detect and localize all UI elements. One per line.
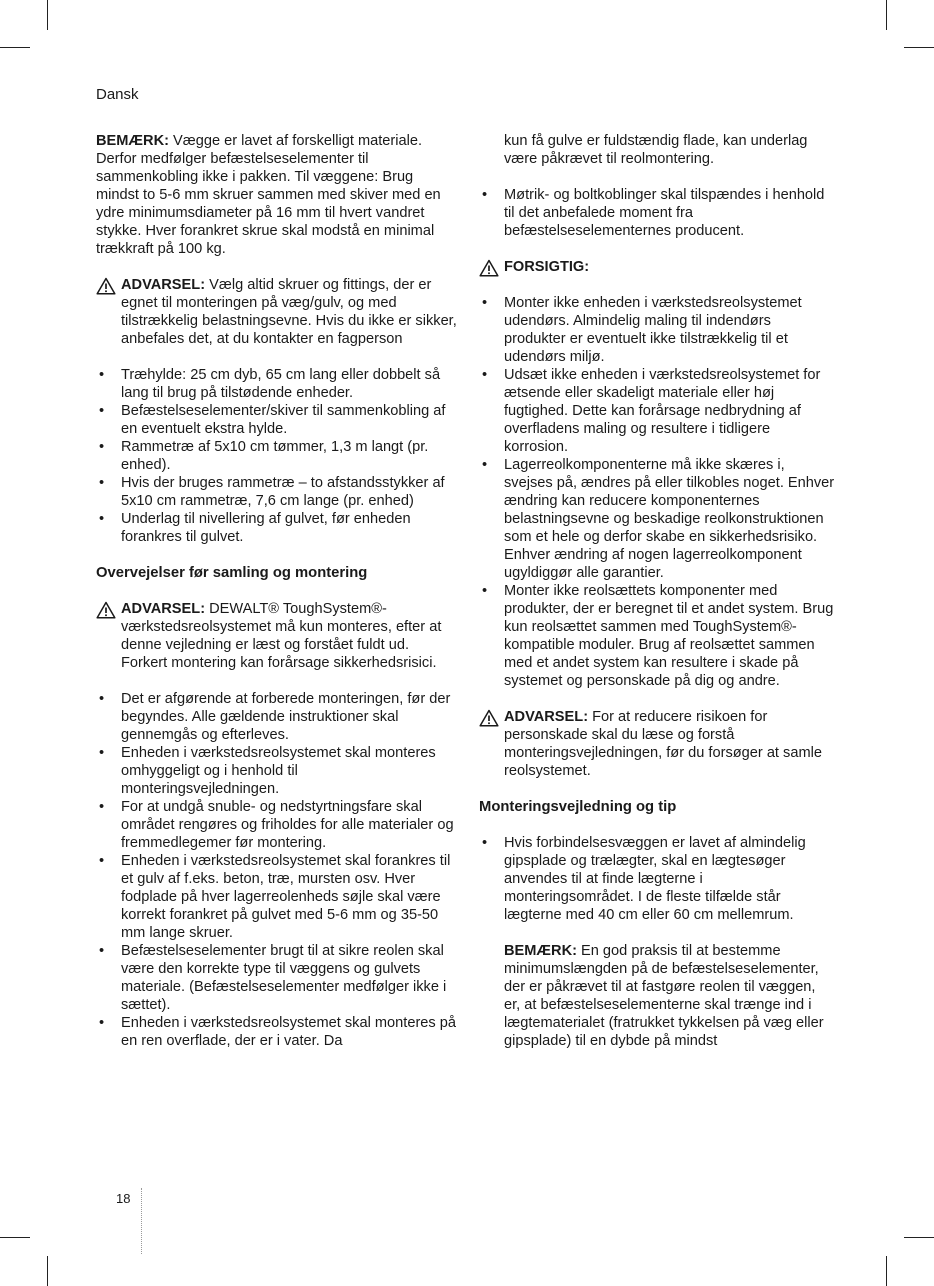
note-text: Vægge er lavet af forskelligt materiale. Derfor medfølger befæstelseselementer til sammenkobling ikke i pakken. Til væggene: Brug mindst to 5-6 mm skruer sammen med skiver med en ydre minimumsdiameter på 16 mm til hvert vandret stykke. Hver forankret skrue skal modstå en minimal trækkraft på 100 kg. [96,133,441,257]
bullet-list [96,690,458,1050]
warning-text: DEWALT® ToughSystem®-værkstedsreolsystemet må kun monteres, efter at denne vejledning er læst og forstået fuldt ud. Forkert montering kan forårsage sikkerhedsrisici. [121,601,442,671]
warning-block [96,276,458,348]
language-label: Dansk [96,86,139,103]
right-column [479,132,835,1050]
list-item: • Hvis forbindelsesvæggen er lavet af almindelig gipsplade og trælægter, skal en lægtesøger anvendes til at finde lægterne i monteringsområdet. I de fleste tilfælde står lægterne med 40 cm eller 60 cm mellemrum. [479,834,835,924]
note-paragraph [96,132,458,258]
list-item: • Lagerreolkomponenterne må ikke skæres i, svejses på, ændres på eller tilkobles noget. Enhver ændring kan reducere komponenternes belastningsevne og beskadige reolkonstruktionen som et hele og derfor skabe en sikkerhedsrisiko. Enhver ændring af nogen lagerreolkomponent ugyldiggør alle garantier. [479,456,835,582]
list-item: • Det er afgørende at forberede monteringen, før der begyndes. Alle gældende instruktioner skal gennemgås og efterleves. [96,690,458,744]
list-item: • Enheden i værkstedsreolsystemet skal monteres på en ren overflade, der er i vater. Da [96,1014,458,1050]
list-item: • Hvis der bruges rammetræ – to afstandsstykker af 5x10 cm rammetræ, 7,6 cm lange (pr. enhed) [96,474,458,510]
warning-text: Vælg altid skruer og fittings, der er egnet til monteringen på væg/gulv, og med tilstrækkelig belastningsevne. Hvis du ikke er sikker, anbefales det, at du kontakter en fagperson [121,277,457,347]
list-item: • Monter ikke reolsættets komponenter med produkter, der er beregnet til et andet system. Brug kun reolsættet sammen med ToughSystem®-kompatible moduler. Brug af reolsættet sammen med et andet system kan resultere i skade på systemet og personskade på dig og andre. [479,582,835,690]
warning-triangle-icon [479,709,499,727]
list-item: • Udsæt ikke enheden i værkstedsreolsystemet for ætsende eller skadeligt materiale eller høj fugtighed. Dette kan forårsage nedbrydning af overfladens maling og resultere i tidligere korrosion. [479,366,835,456]
section-heading: Monteringsvejledning og tip [479,799,677,815]
crop-mark [0,47,30,48]
list-item: • Møtrik- og boltkoblinger skal tilspændes i henhold til det anbefalede moment fra befæstelseselementernes producent. [479,186,835,240]
note-label: BEMÆRK: [96,133,169,149]
continuation-text: kun få gulve er fuldstændig flade, kan underlag være påkrævet til reolmontering. [504,133,808,167]
note-paragraph [479,942,835,1050]
crop-mark [47,1256,48,1286]
left-column [96,132,458,1050]
warning-text: For at reducere risikoen for personskade skal du læse og forstå monteringsvejledningen, før du forsøger at samle reolsystemet. [504,709,822,779]
crop-mark [904,47,934,48]
caution-block [479,258,835,276]
list-item: • Befæstelseselementer/skiver til sammenkobling af en eventuelt ekstra hylde. [96,402,458,438]
page-number-divider [141,1188,142,1254]
section-heading: Overvejelser før samling og montering [96,565,368,581]
list-item: • Enheden i værkstedsreolsystemet skal forankres til et gulv af f.eks. beton, træ, mursten osv. Hver fodplade på hver lagerreolenheds søjle skal være korrekt forankret på gulvet med 5-6 mm og 35-50 mm lange skruer. [96,852,458,942]
note-label: BEMÆRK: [504,943,577,959]
bullet-list [96,366,458,546]
note-text: En god praksis til at bestemme minimumslængden på de befæstelseselementer, der er påkrævet til at fastgøre reolen til væggen, er, at befæstelseselementerne skal trænge ind i lægtematerialet (fratrukket tykkelsen på væg eller gipsplade) til en dybde på mindst [504,943,824,1049]
warning-triangle-icon [96,601,116,619]
crop-mark [886,1256,887,1286]
bullet-list [479,186,835,240]
list-item: • Underlag til nivellering af gulvet, før enheden forankres til gulvet. [96,510,458,546]
crop-mark [904,1237,934,1238]
warning-triangle-icon [479,259,499,277]
list-item: • For at undgå snuble- og nedstyrtningsfare skal området rengøres og friholdes for alle materialer og fremmedlegemer før montering. [96,798,458,852]
caution-label: FORSIGTIG: [504,259,590,275]
warning-label: ADVARSEL: [121,601,206,617]
crop-mark [47,0,48,30]
bullet-list [479,834,835,924]
list-item: • Monter ikke enheden i værkstedsreolsystemet udendørs. Almindelig maling til indendørs produkter er eventuelt ikke tilstrækkelig til et udendørs miljø. [479,294,835,366]
bullet-list [479,294,835,690]
list-item: • Befæstelseselementer brugt til at sikre reolen skal være den korrekte type til væggens og gulvets materiale. (Befæstelseselementer medfølger ikke i sættet). [96,942,458,1014]
list-item: • Træhylde: 25 cm dyb, 65 cm lang eller dobbelt så lang til brug på tilstødende enheder. [96,366,458,402]
list-item: • Enheden i værkstedsreolsystemet skal monteres omhyggeligt og i henhold til monteringsvejledningen. [96,744,458,798]
warning-block [479,708,835,780]
warning-triangle-icon [96,277,116,295]
warning-label: ADVARSEL: [121,277,206,293]
warning-block [96,600,458,672]
warning-label: ADVARSEL: [504,709,589,725]
list-item: • Rammetræ af 5x10 cm tømmer, 1,3 m langt (pr. enhed). [96,438,458,474]
page-number: 18 [116,1191,131,1206]
crop-mark [886,0,887,30]
crop-mark [0,1237,30,1238]
